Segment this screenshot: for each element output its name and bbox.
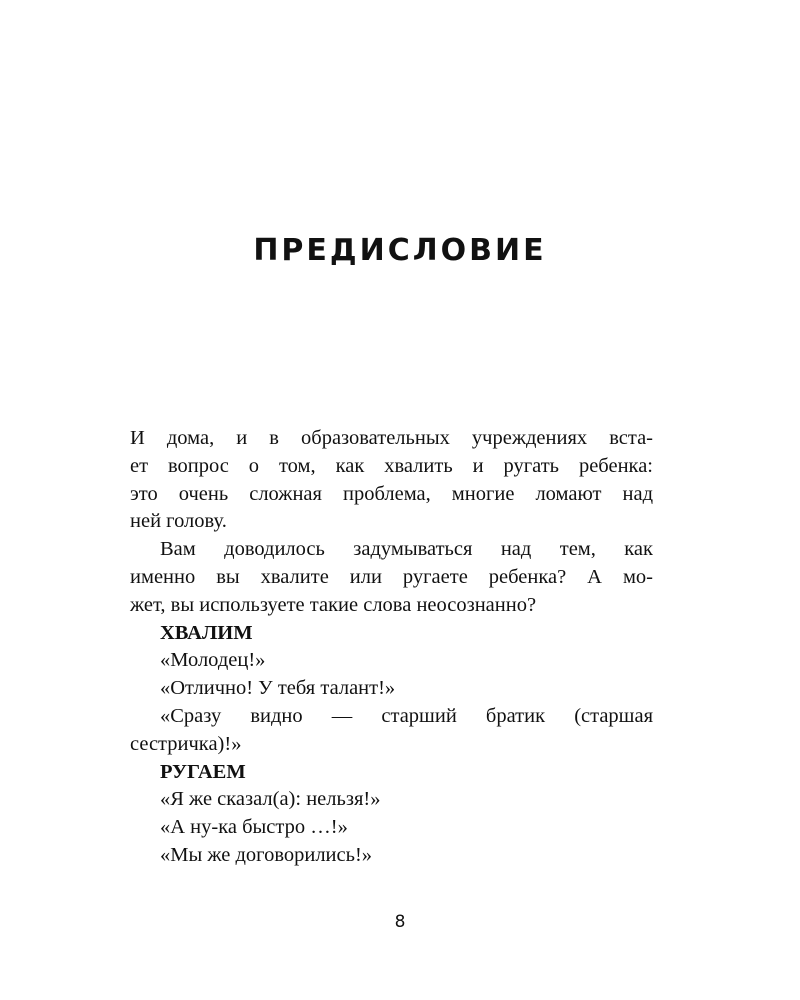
- body-text: [130, 425, 653, 870]
- praise-section: [130, 620, 653, 759]
- scold-quote: «Мы же договорились!»: [160, 843, 373, 866]
- text-line: это очень сложная проблема, многие ломают над: [130, 482, 653, 505]
- praise-quote: «Молодец!»: [160, 649, 266, 672]
- praise-quote-continuation: сестричка)!»: [130, 732, 242, 755]
- praise-quote: «Отлично! У тебя талант!»: [160, 677, 396, 700]
- scold-quote: «А ну-ка быстро …!»: [160, 816, 348, 839]
- chapter-title: ПРЕДИСЛОВИЕ: [253, 233, 547, 268]
- scold-section: [130, 759, 653, 870]
- praise-quote: «Сразу видно — старший братик (старшая: [160, 704, 653, 727]
- page-number: 8: [394, 912, 406, 932]
- paragraph-intro: [130, 425, 653, 536]
- text-line: именно вы хвалите или ругаете ребенка? А мо-: [130, 565, 653, 588]
- praise-heading: ХВАЛИМ: [160, 621, 253, 644]
- text-line: ет вопрос о том, как хвалить и ругать ребенка:: [130, 454, 653, 477]
- text-line: ней голову.: [130, 510, 227, 533]
- scold-quote: «Я же сказал(а): нельзя!»: [160, 788, 381, 811]
- text-line: Вам доводилось задумываться над тем, как: [160, 538, 653, 561]
- text-line: жет, вы используете такие слова неосознанно?: [130, 593, 537, 616]
- paragraph-question: [130, 536, 653, 619]
- text-line: И дома, и в образовательных учреждениях вста-: [130, 427, 653, 449]
- scold-heading: РУГАЕМ: [160, 760, 246, 783]
